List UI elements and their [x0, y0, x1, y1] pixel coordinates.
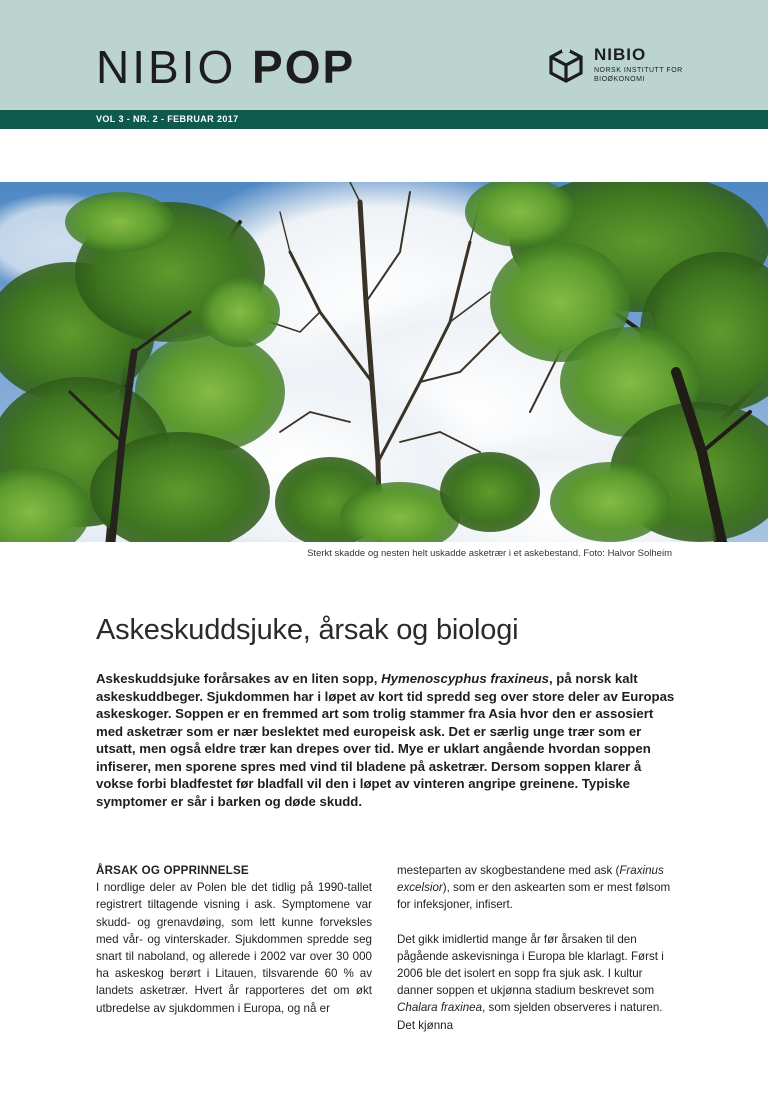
- col2-p2-part-2: , som sjelden observeres i naturen. Det kjønna: [397, 1001, 663, 1032]
- masthead: [0, 0, 768, 110]
- article-title: Askeskuddsjuke, årsak og biologi: [96, 614, 519, 646]
- column-right-paragraph-2: [397, 931, 673, 1034]
- ash-trees-photo: [0, 182, 768, 542]
- logo-subtitle: [594, 66, 694, 84]
- column-right: [397, 862, 673, 1034]
- lead-part-1: Askeskuddsjuke forårsakes av en liten sopp,: [96, 671, 382, 686]
- col2-p2-part-1: Det gikk imidlertid mange år før årsaken til den pågående askevisninga i Europa ble klarlagt. Først i 2006 ble det isolert en sopp fra sjuk ask. I kultur danner soppen et ukjønna stadium beskrevet som: [397, 932, 664, 998]
- column-right-paragraph-1: [397, 862, 673, 914]
- nibio-logo-icon: [548, 46, 584, 84]
- column-left: [96, 862, 372, 1017]
- col2-p1-part-1: mesteparten av skogbestandene med ask (: [397, 864, 620, 877]
- nibio-logo: [548, 44, 688, 88]
- photo-caption: Sterkt skadde og nesten helt uskadde asketrær i et askebestand. Foto: Halvor Solheim: [307, 548, 672, 559]
- col2-p1-part-2: ), som er den askearten som er mest følsom for infeksjoner, infisert.: [397, 881, 671, 912]
- col2-p2-species: Chalara fraxinea: [397, 1001, 483, 1015]
- lead-species-name: Hymenoscyphus fraxineus: [381, 671, 549, 686]
- volume-bar: [0, 110, 768, 129]
- logo-name: NIBIO: [594, 45, 647, 64]
- col2-p1-species: Fraxinus excelsior: [397, 864, 664, 895]
- title-bold: POP: [252, 41, 356, 93]
- lead-part-2: , på norsk kalt askeskuddbeger. Sjukdommen har i løpet av kort tid spredd seg over store deler av Europas askeskoger. Soppen er en fremmed art som trolig stammer fra Asia hvor den er assosiert med asketrær som er nær beslektet med europeisk ask. Det er særlig unge trær som er utsatt, men også eldre trær kan drepes over tid. Mye er uklart angående hvordan soppen infiserer, men sporene spres med vind til bladene på asketrær. Dersom soppen klarer å vokse forbi bladfestet før bladfall vil den i løpet av vinteren angripe greinene. Typiske symptomer er sår i barken og døde skudd.: [96, 671, 675, 809]
- volume-line: VOL 3 - NR. 2 - FEBRUAR 2017: [96, 114, 239, 124]
- title-light: NIBIO: [96, 41, 253, 93]
- column-left-text: I nordlige deler av Polen ble det tidlig på 1990-tallet registrert tiltagende visning i ask. Symptomene var skudd- og grenavdøing, som lett kunne forveksles med vår- og vinterskader. Sjukdommen spredde seg snart til naboland, og allerede i 2002 var over 30 000 ha askeskog berørt i Litauen, tilsvarende 60 % av landets asketrær. Hvert år rapporteres det om økt utbredelse av sjukdommen i Europa, og nå er: [96, 881, 372, 1015]
- logo-sub-line-2: BIOØKONOMI: [594, 76, 645, 83]
- publication-title: [96, 42, 355, 92]
- lead-paragraph: [96, 670, 676, 810]
- cover-photo: [0, 182, 768, 542]
- section-heading: ÅRSAK OG OPPRINNELSE: [96, 864, 249, 877]
- logo-sub-line-1: NORSK INSTITUTT FOR: [594, 67, 683, 74]
